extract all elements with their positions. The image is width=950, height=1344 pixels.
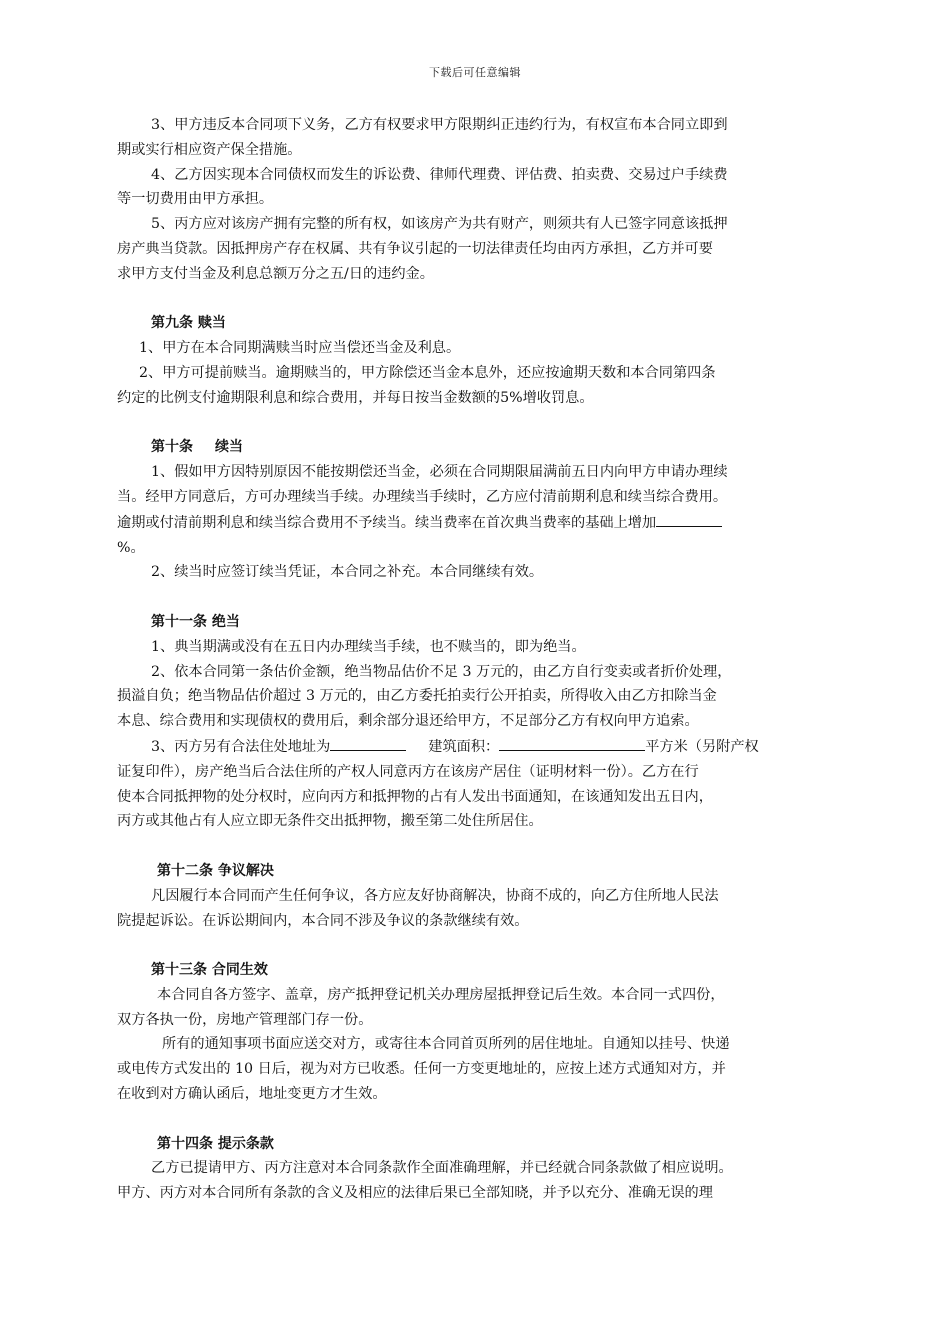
clause-8-3-line-1: 3、甲方违反本合同项下义务，乙方有权要求甲方限期纠正违约行为，有权宣布本合同立即到 <box>151 117 728 133</box>
clause-11-1: 1、典当期满或没有在五日内办理续当手续，也不赎当的，即为绝当。 <box>151 638 586 655</box>
renewal-rate-blank[interactable] <box>656 510 722 527</box>
section-10-title-number: 第十条 <box>151 439 193 456</box>
section-14-title: 第十四条 提示条款 <box>157 1135 274 1152</box>
clause-11-2-line-2: 损溢自负；绝当物品估价超过 3 万元的，由乙方委托拍卖行公开拍卖，所得收入由乙方扣除当金 <box>117 688 717 705</box>
clause-10-1-line-1: 1、假如甲方因特别原因不能按期偿还当金，必须在合同期限届满前五日内向甲方申请办理续 <box>151 464 728 481</box>
section-9-title: 第九条 赎当 <box>151 315 226 332</box>
clause-9-2-line-2: 约定的比例支付逾期限利息和综合费用，并每日按当金数额的5%增收罚息。 <box>117 389 594 406</box>
clause-11-3-line-3: 使本合同抵押物的处分权时，应向丙方和抵押物的占有人发出书面通知，在该通知发出五日内， <box>117 788 713 805</box>
clause-8-3-line-2: 期或实行相应资产保全措施。 <box>117 141 302 158</box>
section-13-title: 第十三条 合同生效 <box>151 962 268 979</box>
clause-11-3-line-4: 丙方或其他占有人应立即无条件交出抵押物，搬至第二处住所居住。 <box>117 813 543 830</box>
clause-8-5-line-2: 房产典当贷款。因抵押房产存在权属、共有争议引起的一切法律责任均由丙方承担，乙方并可要 <box>117 240 713 257</box>
clause-10-1-line-3 <box>117 510 837 536</box>
section-10-title-text: 续当 <box>215 439 243 456</box>
clause-8-4-line-1: 4、乙方因实现本合同债权而发生的诉讼费、律师代理费、评估费、拍卖费、交易过户手续费 <box>151 166 728 183</box>
clause-14-line-1: 乙方已提请甲方、丙方注意对本合同条款作全面准确理解，并已经就合同条款做了相应说明。 <box>151 1160 733 1177</box>
clause-13-2-line-1: 所有的通知事项书面应送交对方，或寄往本合同首页所列的居住地址。自通知以挂号、快递 <box>162 1036 730 1053</box>
clause-8-5-line-3: 求甲方支付当金及利息总额万分之五/日的违约金。 <box>117 265 434 282</box>
section-11-title: 第十一条 绝当 <box>151 613 240 630</box>
clause-11-3-line-1 <box>117 734 837 760</box>
clause-14-line-2: 甲方、丙方对本合同所有条款的含义及相应的法律后果已全部知晓，并予以充分、准确无误的理 <box>117 1185 713 1202</box>
clause-12-line-2: 院提起诉讼。在诉讼期间内，本合同不涉及争议的条款继续有效。 <box>117 912 529 929</box>
section-10-title <box>117 435 837 460</box>
clause-10-1-line-2: 当。经甲方同意后，方可办理续当手续。办理续当手续时，乙方应付清前期利息和续当综合费用。 <box>117 488 728 505</box>
clause-11-3-area-label: 建筑面积： <box>428 738 500 755</box>
clause-10-1-line-4: %。 <box>117 539 145 556</box>
clause-13-1-line-2: 双方各执一份，房地产管理部门存一份。 <box>117 1011 373 1028</box>
area-blank[interactable] <box>499 734 645 751</box>
address-blank[interactable] <box>330 734 406 751</box>
clause-9-2-line-1: 2、甲方可提前赎当。逾期赎当的，甲方除偿还当金本息外，还应按逾期天数和本合同第四条 <box>139 364 716 381</box>
clause-10-1-line-3-text: 逾期或付清前期利息和续当综合费用不予续当。续当费率在首次典当费率的基础上增加 <box>117 514 657 531</box>
section-12-title: 第十二条 争议解决 <box>157 862 274 879</box>
clause-10-2: 2、续当时应签订续当凭证，本合同之补充。本合同继续有效。 <box>151 564 544 581</box>
clause-8-4-line-2: 等一切费用由甲方承担。 <box>117 191 274 208</box>
clause-11-2-line-3: 本息、综合费用和实现债权的费用后，剩余部分退还给甲方，不足部分乙方有权向甲方追索。 <box>117 713 699 730</box>
clause-8-5-line-1: 5、丙方应对该房产拥有完整的所有权，如该房产为共有财产，则须共有人已签字同意该抵押 <box>151 216 728 233</box>
clause-13-2-line-3: 在收到对方确认函后，地址变更方才生效。 <box>117 1086 387 1103</box>
clause-11-3-address-label: 3、丙方另有合法住处地址为 <box>151 738 331 755</box>
clause-13-1-line-1: 本合同自各方签字、盖章，房产抵押登记机关办理房屋抵押登记后生效。本合同一式四份， <box>157 986 725 1003</box>
clause-13-2-line-2: 或电传方式发出的 10 日后，视为对方已收悉。任何一方变更地址的，应按上述方式通知对方，并 <box>117 1061 726 1078</box>
clause-9-1: 1、甲方在本合同期满赎当时应当偿还当金及利息。 <box>139 340 461 357</box>
document-body <box>117 113 837 1206</box>
page-header: 下载后可任意编辑 <box>429 66 521 79</box>
clause-12-line-1: 凡因履行本合同而产生任何争议，各方应友好协商解决，协商不成的，向乙方住所地人民法 <box>151 887 719 904</box>
clause-11-3-area-unit: 平方米（另附产权 <box>645 738 759 755</box>
clause-11-3-line-2: 证复印件），房产绝当后合法住所的产权人同意丙方在该房产居住（证明材料一份）。乙方在行 <box>117 763 699 780</box>
clause-11-2-line-1: 2、依本合同第一条估价金额，绝当物品估价不足 3 万元的，由乙方自行变卖或者折价处理， <box>151 663 732 680</box>
